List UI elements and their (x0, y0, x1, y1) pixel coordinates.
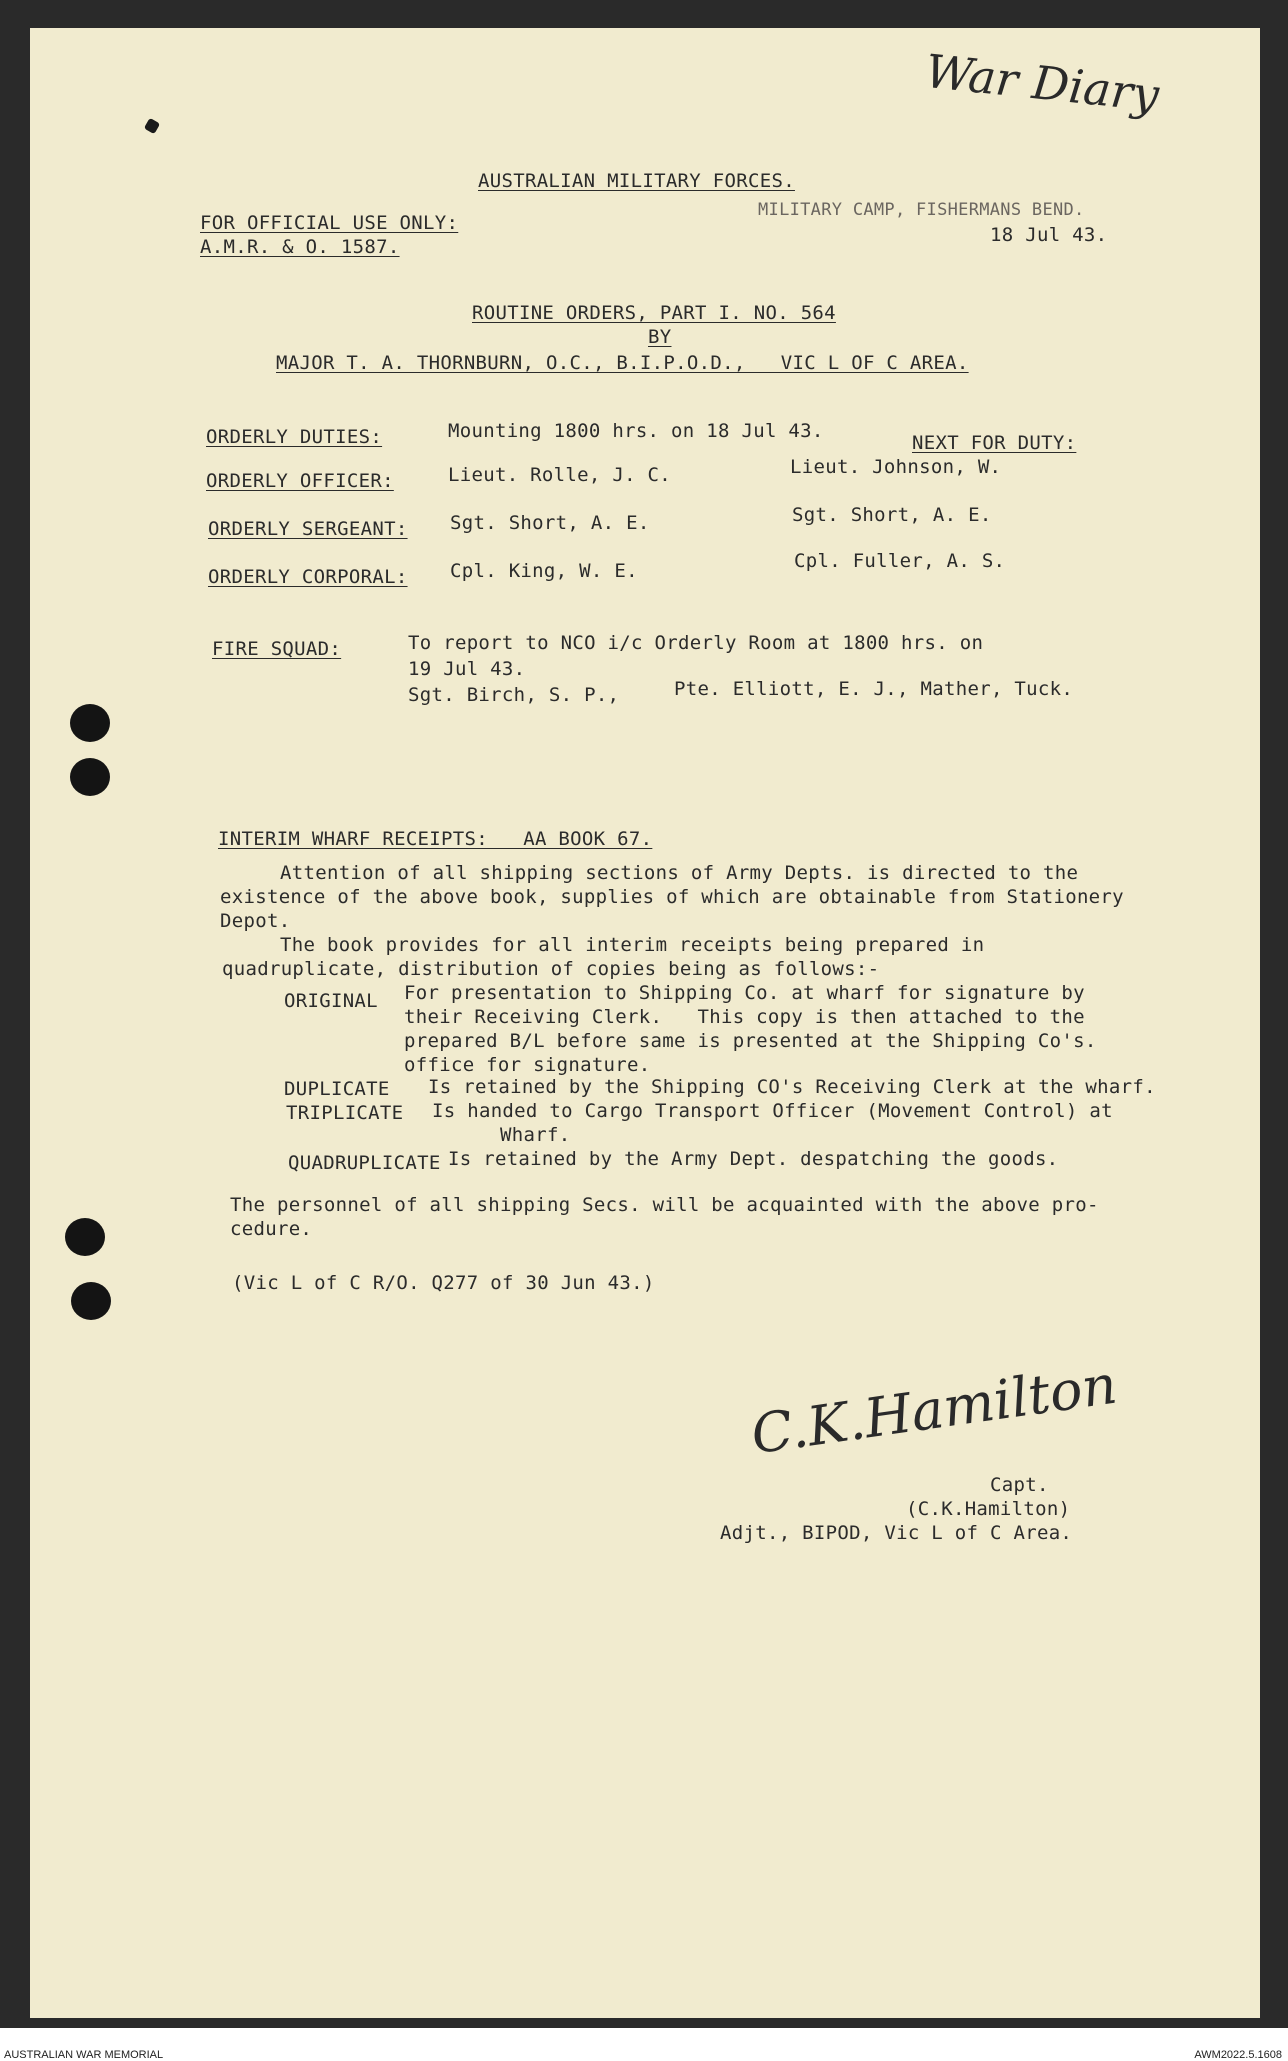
fire-squad-line: Sgt. Birch, S. P., (408, 684, 620, 706)
fire-squad-line: Pte. Elliott, E. J., Mather, Tuck. (674, 678, 1074, 700)
fire-squad-line: 19 Jul 43. (408, 658, 526, 680)
duty-row-next: Lieut. Johnson, W. (790, 456, 1002, 478)
amr-reference: A.M.R. & O. 1587. (200, 236, 400, 258)
orderly-duties-value: Mounting 1800 hrs. on 18 Jul 43. (448, 420, 824, 442)
paragraph-line: existence of the above book, supplies of which are obtainable from Stationery (220, 886, 1124, 908)
copy-line: Is retained by the Army Dept. despatching the goods. (448, 1148, 1059, 1170)
paragraph-line: The book provides for all interim receipts being prepared in (280, 934, 985, 956)
orders-by: BY (648, 326, 672, 348)
punch-hole (70, 758, 110, 796)
interim-heading: INTERIM WHARF RECEIPTS: AA BOOK 67. (218, 828, 653, 850)
copy-label: QUADRUPLICATE (288, 1152, 441, 1174)
signatory-name: (C.K.Hamilton) (906, 1498, 1071, 1520)
punch-hole (65, 1218, 105, 1256)
camp-location: MILITARY CAMP, FISHERMANS BEND. (758, 200, 1085, 220)
reference-note: (Vic L of C R/O. Q277 of 30 Jun 43.) (232, 1272, 655, 1294)
signatory-appointment: Adjt., BIPOD, Vic L of C Area. (720, 1522, 1073, 1544)
copy-line: Wharf. (500, 1124, 571, 1146)
pin-hole (144, 118, 160, 134)
footer-reference: AWM2022.5.1608 (1194, 2049, 1282, 2061)
fire-squad-label: FIRE SQUAD: (212, 638, 342, 660)
punch-hole (70, 704, 110, 742)
handwritten-title: War Diary (922, 43, 1162, 123)
paragraph-line: Attention of all shipping sections of Army Depts. is directed to the (280, 862, 1079, 884)
copy-label: TRIPLICATE (286, 1102, 404, 1124)
document-date: 18 Jul 43. (990, 224, 1108, 246)
duty-row-current: Lieut. Rolle, J. C. (448, 464, 672, 486)
punch-hole (71, 1282, 111, 1320)
copy-label: ORIGINAL (284, 990, 378, 1012)
duty-row-next: Sgt. Short, A. E. (792, 504, 992, 526)
duty-row-current: Cpl. King, W. E. (450, 560, 638, 582)
signatory-rank: Capt. (990, 1474, 1049, 1496)
footer-institution: AUSTRALIAN WAR MEMORIAL (4, 2049, 164, 2061)
copy-label: DUPLICATE (284, 1078, 390, 1100)
orderly-duties-label: ORDERLY DUTIES: (206, 426, 383, 448)
orders-issuer: MAJOR T. A. THORNBURN, O.C., B.I.P.O.D., VIC L OF C AREA. (276, 352, 969, 374)
duty-row-label: ORDERLY SERGEANT: (208, 518, 408, 540)
document-page (30, 28, 1260, 2018)
duty-row-current: Sgt. Short, A. E. (450, 512, 650, 534)
paragraph-line: The personnel of all shipping Secs. will be acquainted with the above pro- (230, 1194, 1099, 1216)
duty-row-label: ORDERLY CORPORAL: (208, 566, 408, 588)
copy-line: Is handed to Cargo Transport Officer (Movement Control) at (432, 1100, 1113, 1122)
duty-row-label: ORDERLY OFFICER: (206, 470, 394, 492)
fire-squad-line: To report to NCO i/c Orderly Room at 1800 hrs. on (408, 632, 984, 654)
copy-line: Is retained by the Shipping CO's Receiving Clerk at the wharf. (428, 1076, 1156, 1098)
archive-footer (0, 2028, 1288, 2061)
orders-title: ROUTINE ORDERS, PART I. NO. 564 (472, 302, 836, 324)
paragraph-line: cedure. (230, 1218, 313, 1240)
paragraph-line: Depot. (220, 910, 291, 932)
copy-line: office for signature. (404, 1054, 651, 1076)
official-use-label: FOR OFFICIAL USE ONLY: (200, 212, 459, 234)
copy-line: For presentation to Shipping Co. at wharf for signature by (404, 982, 1085, 1004)
paragraph-line: quadruplicate, distribution of copies being as follows:- (222, 958, 880, 980)
next-for-duty-label: NEXT FOR DUTY: (912, 432, 1077, 454)
copy-line: their Receiving Clerk. This copy is then attached to the (404, 1006, 1085, 1028)
org-heading: AUSTRALIAN MILITARY FORCES. (478, 170, 795, 192)
signature-scrawl: C.K.Hamilton (747, 1352, 1121, 1467)
copy-line: prepared B/L before same is presented at the Shipping Co's. (404, 1030, 1097, 1052)
duty-row-next: Cpl. Fuller, A. S. (794, 550, 1006, 572)
